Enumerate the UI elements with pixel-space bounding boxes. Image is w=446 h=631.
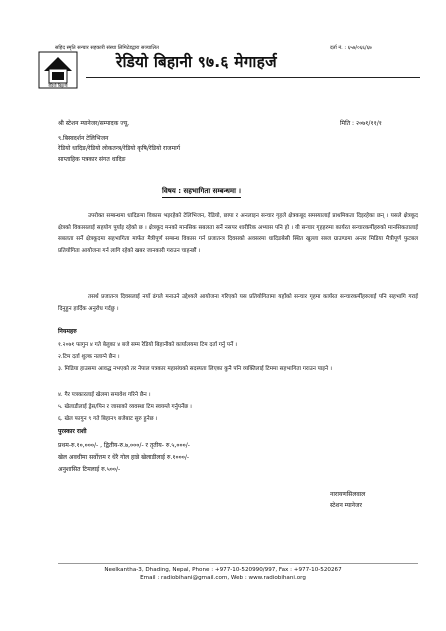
registration-number: दर्ता नं. : ६५७/०६६/६७: [330, 45, 372, 51]
addressee-line-4: साप्ताहिक पत्रकार संगत धादिङ: [58, 156, 126, 163]
prize-item: खेल अवधीमा सर्वोत्तम र धेरै गोल हान्ने खेलाडीलाई रु.१०००/-: [58, 454, 190, 461]
rule-item: ५. खेलाडीलाई ड्रेस/पिन र जासाको व्यवस्था टिम स्वयम्ले गर्नुपर्नेछ ।: [58, 404, 192, 410]
letter-date: मिति : २०७१/११/१: [340, 120, 382, 127]
rules-heading: नियमहरु: [58, 328, 77, 335]
body-paragraph-1: उपरोक्त सम्बन्धमा धादिङमा विकास भइरहेको टेलिभिजन, रेडियो, छापा र अनलाइन सन्चार गृहले क्षेत्रकबूद समस्यालाई प्राथमिकता दिइरहेका छन् । यसले क्षेत्रकूद क्षेत्रको विकासलाई सहयोग पुर्याइ रहेको छ । क्षेत्रकूद मनको मानसिक सबलता सर्ने नसपर शारीरिक अभ्यास पनि हो । यी सन्चार गृहहरुमा कार्यरत सन्चारकर्मीहरुको मानसिकतालाई सबलता सर्ने क्षेत्रकूदमा सहभागिता मार्फत मैत्रीपूर्ण सम्बन्ध विकास गर्न प्रजातन्त्र दिवसको अवसरमा धादिङबेसी स्थित खुल्ला सब्ज ग्राउण्डमा अन्तर मिडिया मैत्रीपूर्ण फुटबल प्रतियोगिता आयोजना गर्न लागि रहेको खबर जानकारी गराउन चाहन्छौं ।: [58, 213, 418, 254]
header-top-line: सहिद स्मृति सन्चार सहकारी संस्था लिमिटेडद्वारा सञ्चालित: [55, 45, 159, 51]
addressee-line-2: ९.बिस्वदर्शन टेलिभिजन: [58, 135, 109, 142]
svg-text:रेडियो बिहानी: रेडियो बिहानी: [48, 83, 68, 88]
station-logo: [38, 51, 78, 89]
prize-item: प्रथम-रु.१०,०००/- , द्वितीय-रु.७,०००/- र तृतीय- रु.५,०००/-: [58, 442, 190, 449]
rule-item: १.२०७१ फागुन ४ गते बेलुका ४ बजे सम्म रेडियो बिहानीको कार्यालयमा टिम दर्ता गर्नु पर्ने ।: [58, 342, 237, 348]
subject-heading: विषय : सहभागिता सम्बन्धमा ।: [162, 187, 241, 198]
signatory-title: स्टेशन म्यानेजर: [330, 502, 362, 509]
footer-rule: [58, 563, 418, 564]
header-rule: [86, 77, 420, 78]
rule-item: ३. मिडिया हाउसमा आवद्ध नभएको तर नेपाल पत्रकार महासंघको सदस्यता लिएका कुनै पनि व्यक्तिलाई टिममा सहभागिता गराउन पाइने ।: [58, 366, 332, 372]
footer-address: Neelkantha-3, Dhading, Nepal, Phone : +977-10-520990/997, Fax : +977-10-520267: [104, 567, 342, 573]
prize-item: अनुशासित टिमलाई रु.५००/-: [58, 466, 121, 473]
prize-heading: पुरस्कार राशी: [58, 428, 87, 435]
addressee-line-1: श्री स्टेशन म्यानेजर/सम्पादक ज्यू,: [58, 120, 130, 127]
signatory-name: नारायणसिलवाल: [330, 491, 366, 498]
body-paragraph-2: तसर्थ प्रजातन्त्र दिवसलाई नयाँ ढंगले मनाउने उद्देश्यले आयोजना गरिएको यस प्रतियोगितामा यहाँको सन्चार गृहमा कार्यरत सन्चारकर्मीहरुलाई पनि सहभागि गराई दिनुहुन हार्दिक अनुरोध गर्दछु ।: [58, 294, 418, 312]
rule-item: ४. गैर पत्रकारलाई खेलमा समावेश गरिने छैन ।: [58, 392, 151, 398]
footer-contact: Email : radiobihani@gmail.com, Web : www.radiobihani.org: [140, 575, 306, 581]
station-name: रेडियो बिहानी ९७.६ मेगाहर्ज: [116, 53, 277, 71]
rule-item: ६. खेल फागुन ९ गते बिहान९ बजेबाट सुरु हुनेछ ।: [58, 416, 158, 422]
addressee-line-3: रेडियो धादिङ/रेडियो लोकतन्त्र/रेडियो कृषि/रेडियो राजमार्ग: [58, 145, 181, 152]
rule-item: २.टिम दर्ता शुल्क नलाग्ने छैन ।: [58, 354, 120, 360]
